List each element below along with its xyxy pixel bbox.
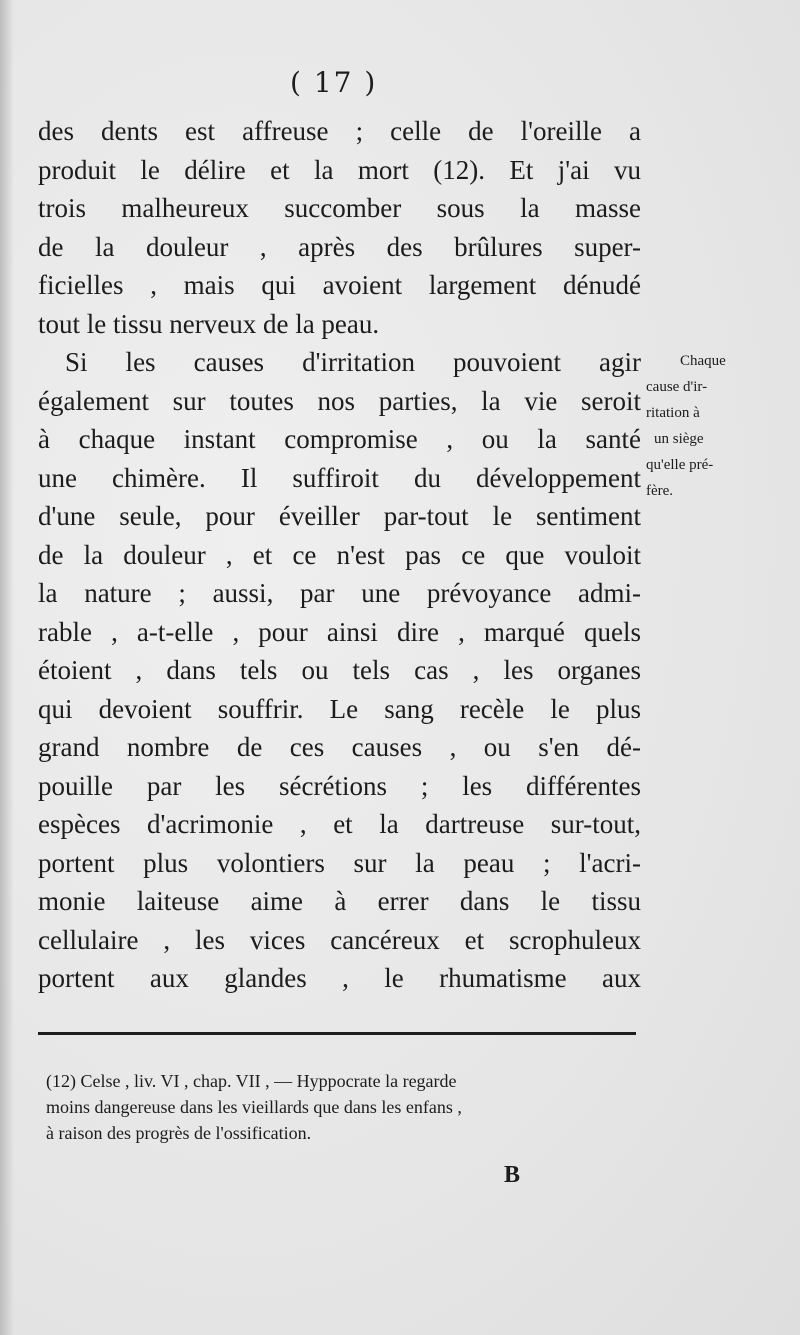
- text-line: étoient , dans tels ou tels cas , les organes: [38, 655, 641, 685]
- text-line: tout le tissu nerveux de la peau.: [38, 308, 380, 339]
- footnote-rule: [38, 1032, 636, 1035]
- text-line: des dents est affreuse ; celle de l'oreille a: [38, 116, 641, 146]
- text-line: produit le délire et la mort (12). Et j'ai vu: [38, 154, 641, 185]
- text-line: également sur toutes nos parties, la vie seroit: [38, 385, 641, 416]
- marginal-line: ritation à: [646, 405, 700, 421]
- marginal-line: un siège: [654, 431, 704, 447]
- signature-mark: B: [504, 1162, 521, 1188]
- marginal-line: fère.: [646, 483, 674, 499]
- body-text: [38, 112, 641, 998]
- text-line: de la douleur , après des brûlures super-: [38, 231, 641, 262]
- text-line: pouille par les sécrétions ; les différentes: [38, 770, 641, 801]
- marginal-line: cause d'ir-: [646, 379, 708, 395]
- marginal-line: qu'elle pré-: [646, 457, 714, 473]
- footnote-line: (12) Celse , liv. VI , chap. VII , — Hyppocrate la regarde: [46, 1071, 457, 1091]
- text-line: cellulaire , les vices cancéreux et scrophuleux: [38, 924, 641, 955]
- text-line: à chaque instant compromise , ou la santé: [38, 424, 641, 454]
- text-line: rable , a-t-elle , pour ainsi dire , marqué quels: [38, 616, 641, 647]
- text-line: d'une seule, pour éveiller par-tout le sentiment: [38, 501, 641, 531]
- text-line: portent plus volontiers sur la peau ; l'acri-: [38, 847, 641, 878]
- marginal-note: [646, 348, 794, 504]
- text-line: la nature ; aussi, par une prévoyance admi-: [38, 578, 641, 608]
- footnote-line: moins dangereuse dans les vieillards que dans les enfans ,: [46, 1097, 462, 1117]
- text-line: grand nombre de ces causes , ou s'en dé-: [38, 732, 641, 762]
- footnote-line: à raison des progrès de l'ossification.: [46, 1123, 312, 1143]
- marginal-line: Chaque: [680, 353, 726, 369]
- text-line: Si les causes d'irritation pouvoient agir: [65, 347, 641, 377]
- text-line: de la douleur , et ce n'est pas ce que vouloit: [38, 539, 641, 570]
- text-line: monie laiteuse aime à errer dans le tissu: [38, 886, 641, 916]
- page-number: ( 17 ): [290, 66, 378, 99]
- text-line: trois malheureux succomber sous la masse: [38, 193, 641, 223]
- footnotes: [46, 1068, 646, 1146]
- text-line: qui devoient souffrir. Le sang recèle le plus: [38, 693, 641, 724]
- text-line: portent aux glandes , le rhumatisme aux: [38, 963, 641, 993]
- text-line: espèces d'acrimonie , et la dartreuse sur-tout,: [38, 809, 641, 839]
- text-line: ficielles , mais qui avoient largement dénudé: [38, 270, 641, 300]
- text-line: une chimère. Il suffiroit du développement: [38, 462, 641, 493]
- page-gutter-shadow: [0, 0, 14, 1335]
